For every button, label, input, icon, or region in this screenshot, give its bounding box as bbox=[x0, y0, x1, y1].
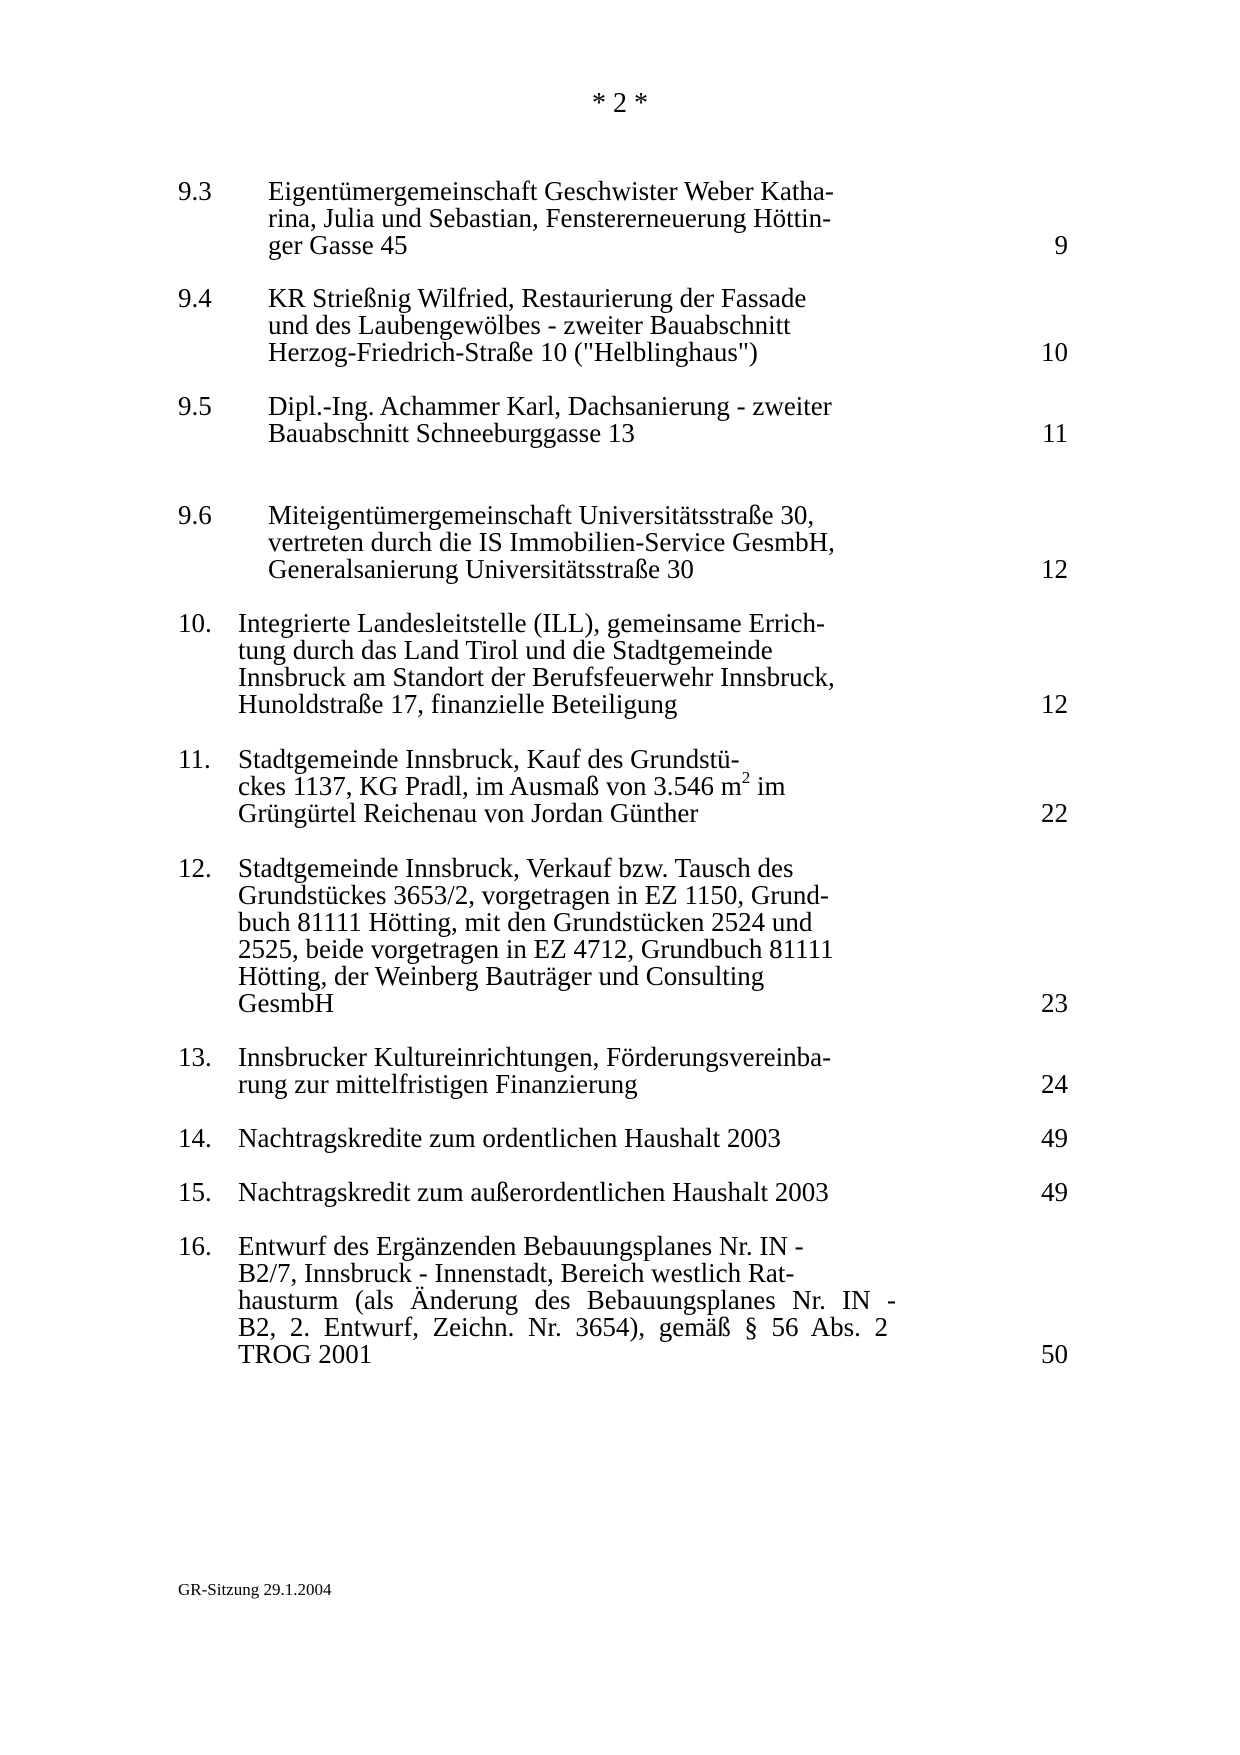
entry-text bbox=[268, 283, 807, 367]
entry-page: 10 bbox=[1041, 337, 1068, 367]
entry-line: rina, Julia und Sebastian, Fenstererneuerung Höttin- bbox=[268, 203, 832, 233]
entry-line: Stadtgemeinde Innsbruck, Kauf des Grundstü- bbox=[238, 744, 740, 774]
entry-line: ger Gasse 45 bbox=[268, 230, 408, 260]
entry-line: Dipl.-Ing. Achammer Karl, Dachsanierung - zweiter bbox=[268, 391, 832, 421]
entry-line: Bauabschnitt Schneeburggasse 13 bbox=[268, 418, 635, 448]
entry-number: 9.6 bbox=[178, 500, 212, 530]
entry-line: Herzog-Friedrich-Straße 10 ("Helblinghaus") bbox=[268, 337, 758, 367]
entry-number: 9.5 bbox=[178, 391, 212, 421]
entry-line: Grüngürtel Reichenau von Jordan Günther bbox=[238, 798, 699, 828]
entry-page: 49 bbox=[1041, 1177, 1068, 1207]
entry-text bbox=[268, 176, 834, 260]
entry-number: 10. bbox=[178, 608, 212, 638]
entry-number: 14. bbox=[178, 1123, 212, 1153]
entry-text bbox=[238, 744, 786, 828]
footer: GR-Sitzung 29.1.2004 bbox=[178, 1580, 332, 1599]
entry-page: 9 bbox=[1054, 230, 1068, 260]
entry-number: 11. bbox=[178, 744, 211, 774]
entry-number: 15. bbox=[178, 1177, 212, 1207]
entry-line bbox=[238, 768, 786, 801]
entry-number: 13. bbox=[178, 1042, 212, 1072]
entry-text bbox=[238, 853, 834, 1018]
entry-number: 9.4 bbox=[178, 283, 212, 313]
entry-line: B2, 2. Entwurf, Zeichn. Nr. 3654), gemäß § 56 Abs. 2 bbox=[238, 1312, 888, 1342]
entry-line: Generalsanierung Universitätsstraße 30 bbox=[268, 554, 694, 584]
entry-line: Innsbruck am Standort der Berufsfeuerwehr Innsbruck, bbox=[238, 662, 835, 692]
entry-line: hausturm (als Änderung des Bebauungsplanes Nr. IN - bbox=[238, 1285, 896, 1315]
entry-line: Stadtgemeinde Innsbruck, Verkauf bzw. Tausch des bbox=[238, 853, 794, 883]
entry-line: TROG 2001 bbox=[238, 1339, 373, 1369]
entry-text bbox=[268, 500, 835, 584]
entry-line: Miteigentümergemeinschaft Universitätsstraße 30, bbox=[268, 500, 815, 530]
entry-page: 24 bbox=[1041, 1069, 1068, 1099]
entry-line: Integrierte Landesleitstelle (ILL), gemeinsame Errich- bbox=[238, 608, 825, 638]
entry-page: 23 bbox=[1041, 988, 1068, 1018]
entry-line: Eigentümergemeinschaft Geschwister Weber Katha- bbox=[268, 176, 834, 206]
entry-line: tung durch das Land Tirol und die Stadtgemeinde bbox=[238, 635, 773, 665]
entry-line: buch 81111 Hötting, mit den Grundstücken 2524 und bbox=[238, 907, 813, 937]
entry-page: 12 bbox=[1041, 554, 1068, 584]
page-number: * 2 * bbox=[592, 88, 648, 119]
entry-line: Nachtragskredite zum ordentlichen Haushalt 2003 bbox=[238, 1123, 781, 1153]
entry-line: B2/7, Innsbruck - Innenstadt, Bereich westlich Rat- bbox=[238, 1258, 795, 1288]
entry-line: Hunoldstraße 17, finanzielle Beteiligung bbox=[238, 689, 678, 719]
entry-line: Nachtragskredit zum außerordentlichen Haushalt 2003 bbox=[238, 1177, 829, 1207]
entry-text bbox=[238, 1231, 896, 1369]
entry-line: Innsbrucker Kultureinrichtungen, Förderungsvereinba- bbox=[238, 1042, 832, 1072]
entry-line: GesmbH bbox=[238, 988, 334, 1018]
entry-line: Grundstückes 3653/2, vorgetragen in EZ 1150, Grund- bbox=[238, 880, 829, 910]
entry-number: 12. bbox=[178, 853, 212, 883]
entry-line: und des Laubengewölbes - zweiter Bauabschnitt bbox=[268, 310, 791, 340]
entry-text bbox=[238, 608, 835, 719]
entry-line: KR Strießnig Wilfried, Restaurierung der Fassade bbox=[268, 283, 807, 313]
entry-line-part: ckes 1137, KG Pradl, im Ausmaß von 3.546 m bbox=[238, 771, 742, 801]
entry-number: 9.3 bbox=[178, 176, 212, 206]
entry-line-part: im bbox=[750, 771, 786, 801]
entry-text bbox=[238, 1179, 838, 1206]
entry-line: Entwurf des Ergänzenden Bebauungsplanes Nr. IN - bbox=[238, 1231, 804, 1261]
entry-page: 12 bbox=[1041, 689, 1068, 719]
superscript: 2 bbox=[741, 768, 751, 787]
entry-page: 22 bbox=[1041, 798, 1068, 828]
entry-line: 2525, beide vorgetragen in EZ 4712, Grundbuch 81111 bbox=[238, 934, 834, 964]
entry-number: 16. bbox=[178, 1231, 212, 1261]
entry-line: vertreten durch die IS Immobilien-Service GesmbH, bbox=[268, 527, 835, 557]
entry-text bbox=[268, 391, 832, 448]
entry-text bbox=[238, 1125, 838, 1152]
entry-text bbox=[238, 1042, 832, 1099]
entry-page: 49 bbox=[1041, 1123, 1068, 1153]
entry-page: 50 bbox=[1041, 1339, 1068, 1369]
entry-line: Hötting, der Weinberg Bauträger und Consulting bbox=[238, 961, 765, 991]
entry-line: rung zur mittelfristigen Finanzierung bbox=[238, 1069, 638, 1099]
entry-page: 11 bbox=[1042, 418, 1068, 448]
